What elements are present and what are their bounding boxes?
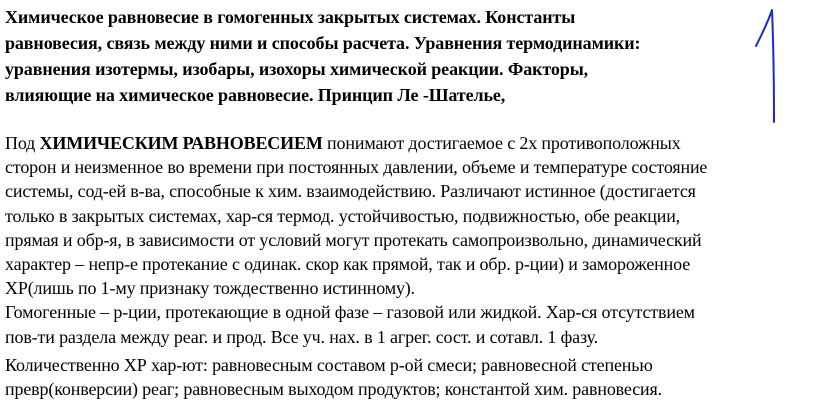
body-line: системы, сод-ей в-ва, способные к хим. взаимодействию. Различают истинное (достигается	[5, 181, 696, 202]
line-rest-text: понимают достигаемое с 2х противоположных	[322, 133, 681, 153]
body-line: ХР(лишь по 1-му признаку тождественно истинному).	[5, 278, 415, 299]
body-line: пов-ти раздела между реаг. и прод. Все уч. нах. в 1 агрег. сост. и сотавл. 1 фазу.	[5, 326, 598, 347]
body-line: сторон и неизменное во времени при постоянных давлении, объеме и температуре состояние	[5, 157, 708, 178]
term-chemical-equilibrium: ХИМИЧЕСКИМ РАВНОВЕСИЕМ	[39, 133, 323, 153]
heading-line: влияющие на химическое равновесие. Принцип Ле -Шателье,	[5, 85, 506, 105]
document-heading	[5, 4, 745, 108]
heading-line: Химическое равновесие в гомогенных закрытых системах. Константы	[5, 7, 576, 27]
paragraph-definition	[5, 131, 820, 300]
body-line	[5, 131, 820, 155]
heading-line: уравнения изотермы, изобары, изохоры химической реакции. Факторы,	[5, 59, 589, 79]
body-line: прямая и обр-я, в зависимости от условий могут протекать самопроизвольно, динамический	[5, 229, 702, 250]
body-line: превр(конверсии) реаг; равновесным выходом продуктов; константой хим. равновесия.	[5, 379, 663, 400]
document-body	[5, 131, 820, 401]
body-line: характер – непр-е протекание с одинак. скор как прямой, так и обр. р-ции) и замороженное	[5, 254, 691, 275]
body-line: Количественно ХР хар-ют: равновесным составом р-ой смеси; равновесной степенью	[5, 354, 653, 375]
pen-mark-icon	[752, 6, 782, 126]
paragraph-homogeneous	[5, 300, 820, 348]
heading-line: равновесия, связь между ними и способы расчета. Уравнения термодинамики:	[5, 33, 641, 53]
body-line: Гомогенные – р-ции, протекающие в одной фазе – газовой или жидкой. Хар-ся отсутствием	[5, 302, 695, 323]
lead-text: Под	[5, 133, 40, 153]
paragraph-quantitative	[5, 353, 820, 401]
body-line: только в закрытых системах, хар-ся термод. устойчивостью, подвижностью, обе реакции,	[5, 205, 681, 226]
